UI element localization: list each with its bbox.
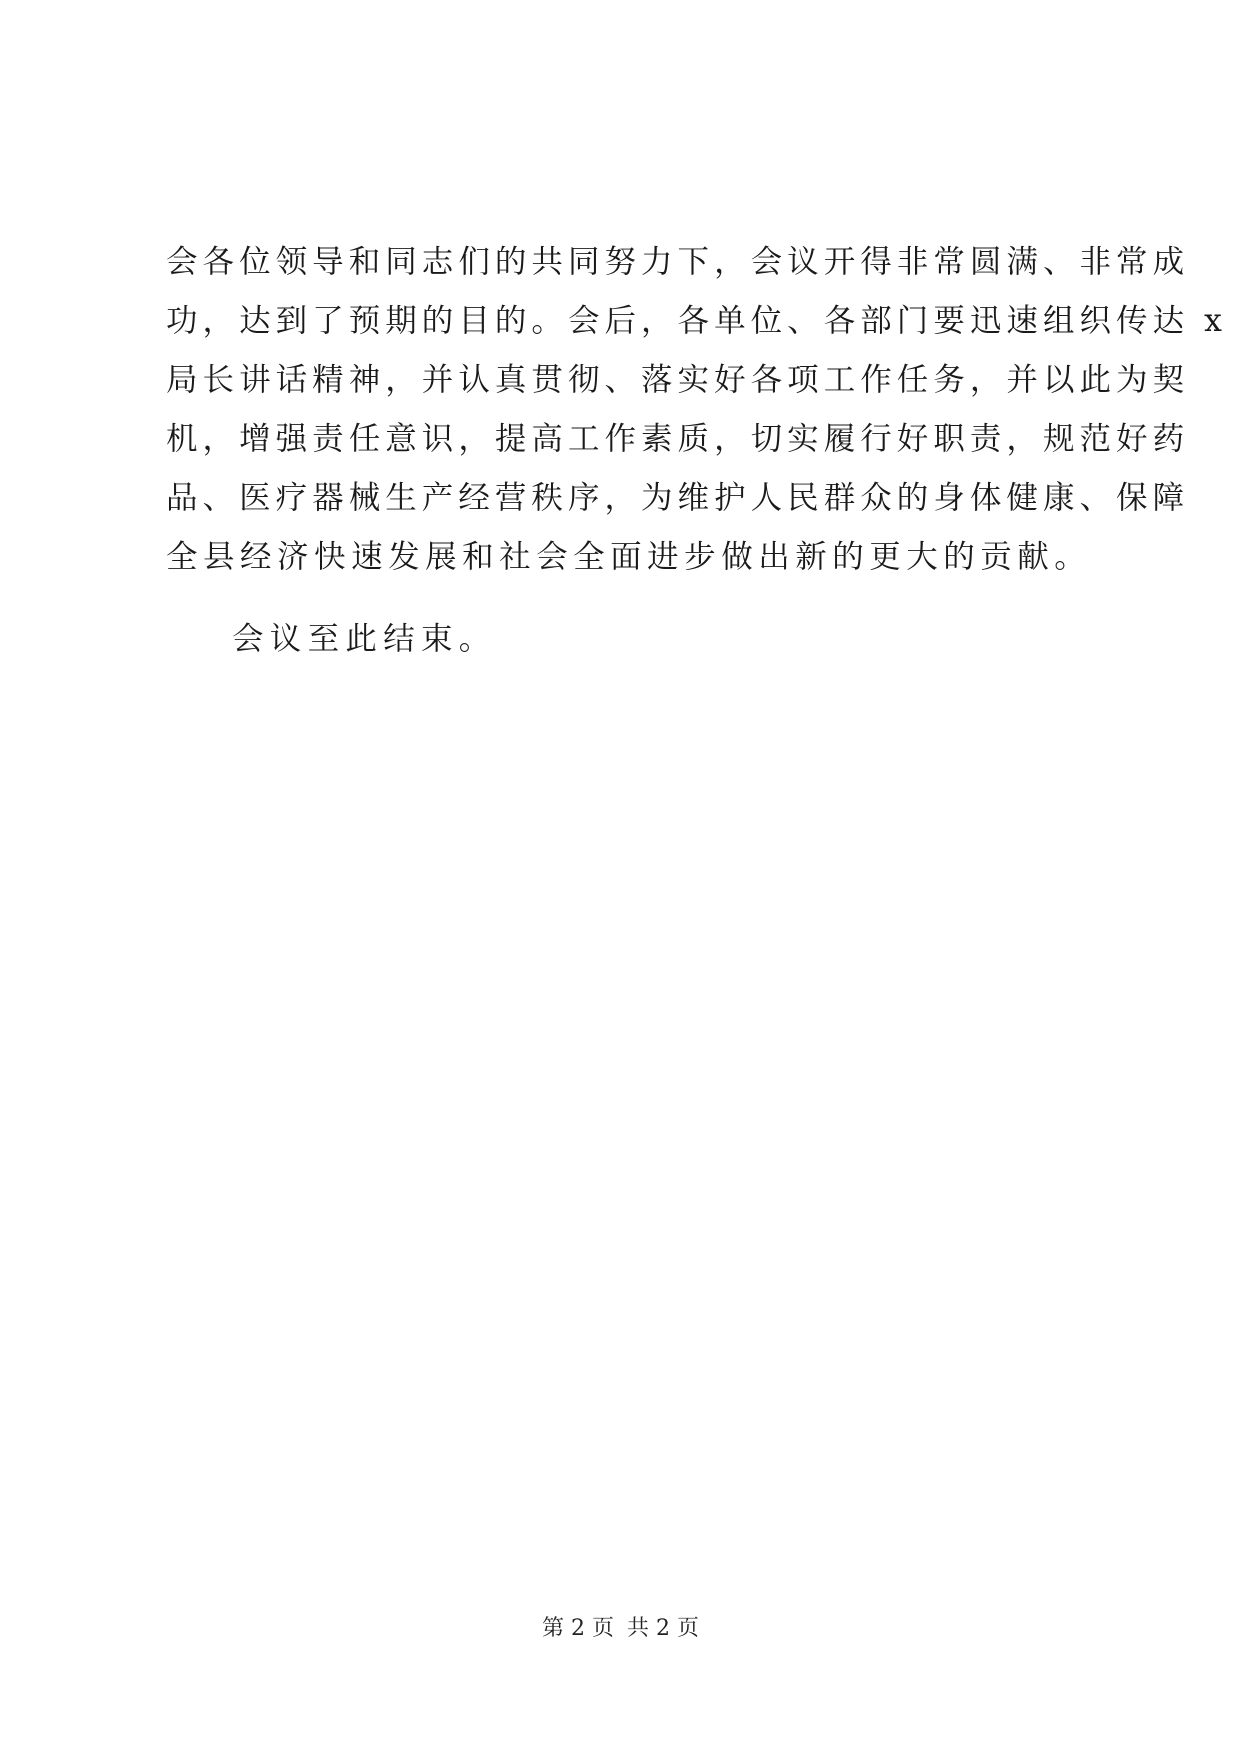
closing-sentence: 会议至此结束。 [232,621,497,657]
page-total: 共 2 页 [627,1616,699,1641]
body-paragraph [166,233,1227,587]
paragraph-line: 功，达到了预期的目的。会后，各单位、各部门要迅速组织传达 x [166,303,1227,339]
paragraph-line: 机，增强责任意识，提高工作素质，切实履行好职责，规范好药 [166,421,1190,457]
paragraph-line: 局长讲话精神，并认真贯彻、落实好各项工作任务，并以此为契 [166,362,1190,398]
page-footer [0,1614,1241,1644]
paragraph-line: 品、医疗器械生产经营秩序，为维护人民群众的身体健康、保障 [166,480,1190,516]
paragraph-line: 会各位领导和同志们的共同努力下，会议开得非常圆满、非常成 [166,244,1190,280]
paragraph-line: 全县经济快速发展和社会全面进步做出新的更大的贡献。 [166,539,1092,575]
page-number: 第 2 页 [542,1616,614,1641]
